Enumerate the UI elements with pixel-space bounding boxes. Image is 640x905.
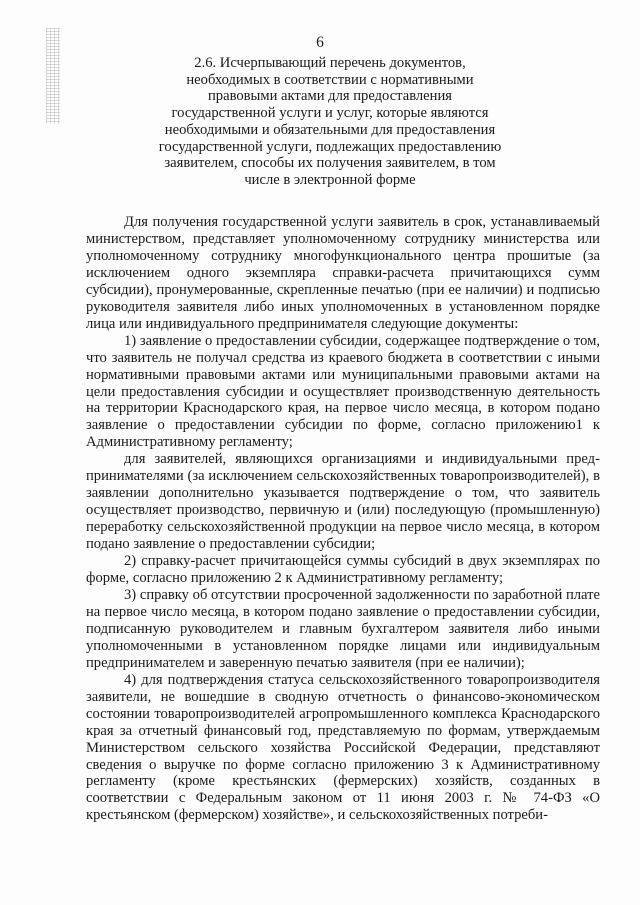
list-item-1: 1) заявление о предоставлении субсидии, содержащее подтверждение о том, что заявитель не получал средства из краевого бюджета в соответствии с иными нормативными правовыми актами или муниципальными правовыми актами на цели предоставления субсидии и осуществляет производственную деятельность на территории Краснодарского края, на первое число месяца, в котором подано заявление о предоставлении субсидии по форме, согласно приложению1 к Административному регламенту; xyxy=(86,332,600,451)
heading-line: государственной услуги и услуг, которые являются xyxy=(171,105,489,122)
document-body xyxy=(86,214,600,824)
page-number: 6 xyxy=(316,34,324,51)
heading-line: государственной услуги, подлежащих предоставлению xyxy=(158,138,502,155)
list-item-4: 4) для подтверждения статуса сельскохозяйственного товаропроизводителя заявители, не вошедшие в сводную отчетность о финансово-экономическом состоянии товаропроизводителей агропромышленного комплекса Краснодарского края за отчетный финансовый год, представляемую по формам, утверждаемым Министерством сельского хозяйства Российской Федерации, представляют сведения о выручке по форме согласно приложению 3 к Административному регламенту (кроме крестьянских (фермерских) хозяйств, созданных в соответствии с Федеральным законом от 11 июня 2003 г. № 74-ФЗ «О крестьянском (фермерском) хозяйстве», и сельскохозяйственных потреби- xyxy=(86,671,600,824)
section-heading xyxy=(130,55,530,189)
intro-paragraph: Для получения государственной услуги заявитель в срок, устанавливаемый министерством, представляет уполномоченному сотруднику министерства или уполномоченному сотруднику многофункционального центра прошитые (за исключением одного экземпляра справки-расчета причитающихся сумм субсидии), пронумерованные, скрепленные печатью (при ее наличии) и подписью руководителя заявителя либо иных уполномоченных в установленном порядке лица или индивидуального предпринимателя следующие документы: xyxy=(86,214,600,332)
heading-line: заявителем, способы их получения заявителем, в том xyxy=(164,155,496,172)
list-item-3: 3) справку об отсутствии просроченной задолженности по заработной плате на первое число месяца, в котором подано заявление о предоставлении субсидии, подписанную руководителем и главным бухгалтером заявителя либо иными уполномоченными в установленном порядке лицами или индивидуальным предпринимателем и заверенную печатью заявителя (при ее наличии); xyxy=(86,586,600,671)
list-item-1-continuation: для заявителей, являющихся организациями и индивидуальными предпринимателями (за исключением сельскохозяйственных товаропроизводителей), в заявлении дополнительно указывается подтверждение о том, что заявитель осуществляет производство, первичную и (или) последующую (промышленную) переработку сельскохозяйственной продукции на первое число месяца, в котором подано заявление о предоставлении субсидии; xyxy=(86,451,600,553)
heading-line: 2.6. Исчерпывающий перечень документов, xyxy=(194,55,466,71)
list-item-2: 2) справку-расчет причитающейся суммы субсидий в двух экземплярах по форме, согласно приложению 2 к Административному регламенту; xyxy=(86,553,600,587)
heading-line: числе в электронной форме xyxy=(244,171,416,188)
heading-line: необходимых в соответствии с нормативными xyxy=(186,71,474,88)
heading-line: необходимыми и обязательными для предоставления xyxy=(164,121,496,138)
heading-line: правовыми актами для предоставления xyxy=(207,88,452,105)
